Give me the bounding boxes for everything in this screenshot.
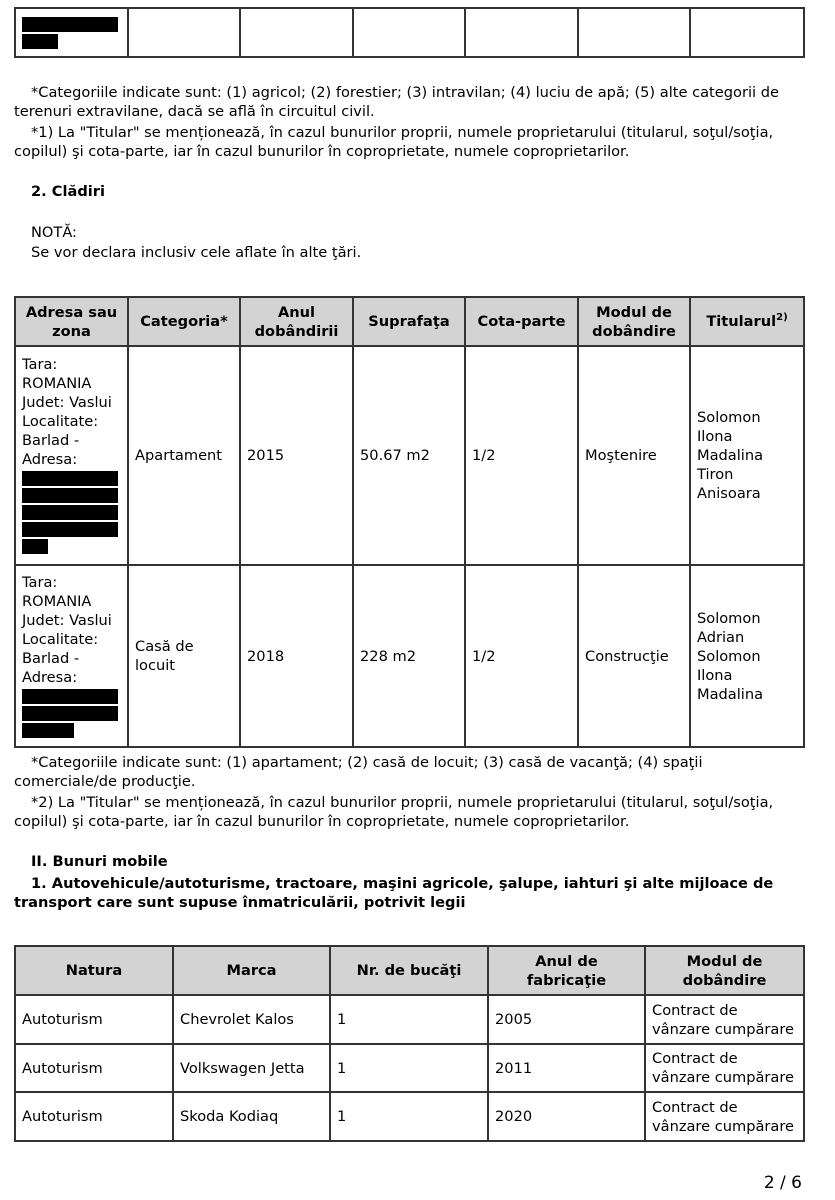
building-categories-note: *Categoriile indicate sunt: (1) apartament; (2) casă de locuit; (3) casă de vacanţă; (4) spaţii comerciale/de producţie.	[14, 754, 703, 790]
cell-year: 2005	[488, 995, 645, 1044]
cell-year: 2020	[488, 1092, 645, 1141]
cell-nature: Autoturism	[15, 1092, 173, 1141]
table-cell	[353, 8, 465, 57]
table-cell	[578, 8, 690, 57]
table-row	[15, 346, 804, 565]
redaction-bar	[22, 723, 74, 738]
vehicles-section-title: 1. Autovehicule/autoturisme, tractoare, maşini agricole, şalupe, iahturi şi alte mijloace de transport care sunt supuse înmatriculării, potrivit legii	[14, 875, 774, 911]
cell-mode: Contract de vânzare cumpărare	[645, 995, 804, 1044]
redaction-bar	[22, 488, 118, 503]
cell-mode: Moştenire	[578, 346, 690, 565]
cell-count: 1	[330, 1044, 488, 1092]
header-category: Categoria*	[128, 297, 240, 346]
table-cell	[690, 8, 804, 57]
cell-share: 1/2	[465, 565, 578, 747]
cell-nature: Autoturism	[15, 1044, 173, 1092]
cell-year: 2018	[240, 565, 353, 747]
header-address: Adresa sau zona	[15, 297, 128, 346]
buildings-table	[14, 296, 805, 748]
cell-brand: Skoda Kodiaq	[173, 1092, 330, 1141]
header-mode: Modul de dobândire	[645, 946, 804, 995]
redaction-bar	[22, 539, 48, 554]
cell-titular: Solomon Ilona Madalina Tiron Anisoara	[690, 346, 804, 565]
redaction-bar	[22, 706, 118, 721]
land-titular-note: *1) La "Titular" se menționează, în cazul bunurilor proprii, numele proprietarului (titularul, soţul/soţia, copilul) şi cota-parte, iar în cazul bunurilor în coproprietate, numele coproprietarilor.	[14, 124, 774, 160]
cell-year: 2015	[240, 346, 353, 565]
header-share: Cota-parte	[465, 297, 578, 346]
address-text: Tara: ROMANIA Judet: Vaslui Localitate: Barlad - Adresa:	[22, 356, 112, 468]
vehicles-table	[14, 945, 805, 1142]
cell-nature: Autoturism	[15, 995, 173, 1044]
header-count: Nr. de bucăţi	[330, 946, 488, 995]
cell-count: 1	[330, 1092, 488, 1141]
table-row	[15, 1092, 804, 1141]
redaction-bar	[22, 505, 118, 520]
table-row	[15, 1044, 804, 1092]
cell-brand: Volkswagen Jetta	[173, 1044, 330, 1092]
redaction-bar	[22, 34, 58, 49]
table-cell	[465, 8, 578, 57]
cell-count: 1	[330, 995, 488, 1044]
header-year: Anul dobândirii	[240, 297, 353, 346]
table-cell	[128, 8, 240, 57]
building-titular-note: *2) La "Titular" se menționează, în cazul bunurilor proprii, numele proprietarului (titularul, soţul/soţia, copilul) şi cota-parte, iar în cazul bunurilor în coproprietate, numele coproprietarilor.	[14, 794, 774, 830]
cell-area: 228 m2	[353, 565, 465, 747]
land-table-fragment	[14, 7, 805, 58]
header-year: Anul de fabricaţie	[488, 946, 645, 995]
nota-text: Se vor declara inclusiv cele aflate în alte ţări.	[31, 244, 362, 261]
cell-brand: Chevrolet Kalos	[173, 995, 330, 1044]
page-number: 2 / 6	[763, 1173, 802, 1193]
table-header-row	[15, 946, 804, 995]
land-categories-note: *Categoriile indicate sunt: (1) agricol; (2) forestier; (3) intravilan; (4) luciu de apă; (5) alte categorii de terenuri extravilane, dacă se află în circuitul civil.	[14, 84, 779, 120]
movable-section-title: II. Bunuri mobile	[31, 853, 168, 870]
table-cell	[240, 8, 353, 57]
cell-category: Apartament	[128, 346, 240, 565]
header-brand: Marca	[173, 946, 330, 995]
cell-area: 50.67 m2	[353, 346, 465, 565]
table-row	[15, 995, 804, 1044]
cell-mode: Contract de vânzare cumpărare	[645, 1092, 804, 1141]
redaction-bar	[22, 689, 118, 704]
header-titular-label: Titularul	[706, 313, 777, 330]
nota-label: NOTĂ:	[31, 224, 77, 241]
header-mode: Modul de dobândire	[578, 297, 690, 346]
redaction-bar	[22, 17, 118, 32]
header-area: Suprafaţa	[353, 297, 465, 346]
table-header-row	[15, 297, 804, 346]
redaction-bar	[22, 522, 118, 537]
cell-share: 1/2	[465, 346, 578, 565]
header-titular	[690, 297, 804, 346]
cell-category: Casă de locuit	[128, 565, 240, 747]
buildings-section-title: 2. Clădiri	[31, 183, 105, 200]
cell-address	[15, 346, 128, 565]
cell-year: 2011	[488, 1044, 645, 1092]
header-titular-sup: 2)	[776, 312, 788, 324]
cell-mode: Contract de vânzare cumpărare	[645, 1044, 804, 1092]
table-row	[15, 565, 804, 747]
cell-mode: Construcţie	[578, 565, 690, 747]
cell-address	[15, 565, 128, 747]
cell-titular: Solomon Adrian Solomon Ilona Madalina	[690, 565, 804, 747]
redaction-bar	[22, 471, 118, 486]
address-text: Tara: ROMANIA Judet: Vaslui Localitate: Barlad - Adresa:	[22, 573, 112, 686]
redacted-cell	[15, 8, 128, 57]
header-nature: Natura	[15, 946, 173, 995]
